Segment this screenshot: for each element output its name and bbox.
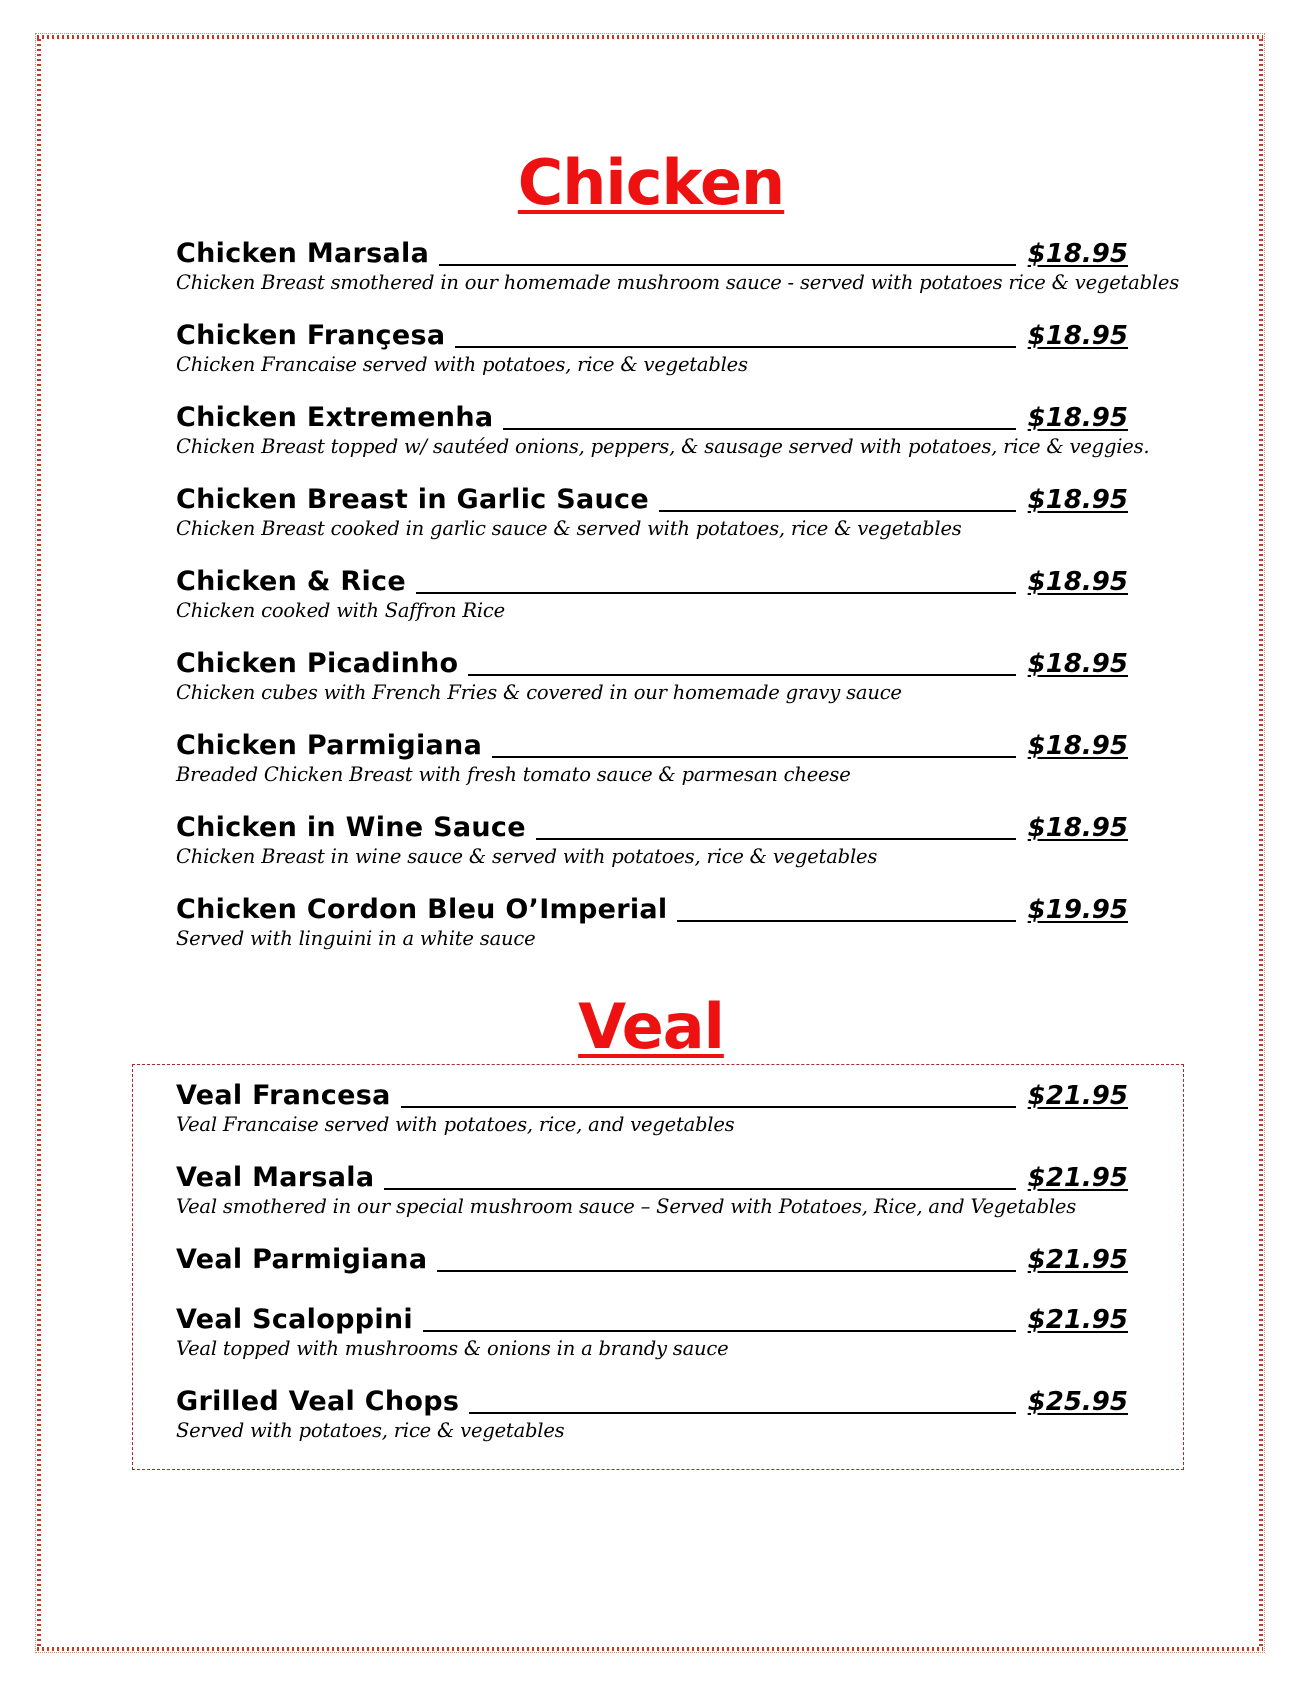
item-name: Veal Parmigiana	[176, 1244, 428, 1275]
dotted-leader	[677, 920, 1015, 922]
item-name: Grilled Veal Chops	[176, 1386, 460, 1417]
item-name: Chicken Cordon Bleu O’Imperial	[176, 894, 668, 925]
item-price: $18.95	[1027, 813, 1128, 843]
item-name: Chicken Breast in Garlic Sauce	[176, 484, 649, 515]
item-name: Chicken Parmigiana	[176, 730, 483, 761]
dotted-leader	[439, 264, 1016, 266]
item-price: $18.95	[1027, 239, 1128, 269]
item-description: Chicken cubes with French Fries & covered in our homemade gravy sauce	[176, 681, 902, 704]
item-name: Veal Marsala	[176, 1162, 375, 1193]
item-name: Chicken Marsala	[176, 238, 430, 269]
item-name: Chicken in Wine Sauce	[176, 812, 526, 843]
item-description: Veal Francaise served with potatoes, rice, and vegetables	[176, 1113, 735, 1136]
item-price: $18.95	[1027, 567, 1128, 597]
menu-item	[176, 1384, 1128, 1444]
item-description: Served with linguini in a white sauce	[176, 927, 536, 950]
item-name: Veal Scaloppini	[176, 1304, 413, 1335]
menu-item	[176, 1302, 1128, 1362]
item-price: $18.95	[1027, 731, 1128, 761]
menu-item	[176, 564, 1128, 624]
item-price: $21.95	[1027, 1305, 1128, 1335]
dotted-leader	[455, 346, 1015, 348]
menu-item	[176, 482, 1128, 542]
item-price: $18.95	[1027, 403, 1128, 433]
item-description: Chicken Breast cooked in garlic sauce & served with potatoes, rice & vegetables	[176, 517, 962, 540]
item-description: Veal smothered in our special mushroom sauce – Served with Potatoes, Rice, and Vegetables	[176, 1195, 1077, 1218]
item-description: Chicken Breast topped w/ sautéed onions, peppers, & sausage served with potatoes, rice & veggies.	[176, 435, 1150, 458]
item-name: Chicken Extremenha	[176, 402, 494, 433]
item-name: Chicken Françesa	[176, 320, 446, 351]
dotted-leader	[468, 674, 1015, 676]
item-description: Chicken Francaise served with potatoes, rice & vegetables	[176, 353, 748, 376]
item-price: $21.95	[1027, 1163, 1128, 1193]
dotted-leader	[384, 1188, 1015, 1190]
dotted-leader	[437, 1270, 1015, 1272]
item-description: Veal topped with mushrooms & onions in a brandy sauce	[176, 1337, 729, 1360]
dotted-leader	[401, 1106, 1016, 1108]
dotted-leader	[503, 428, 1015, 430]
menu-item	[176, 1160, 1128, 1220]
item-description: Breaded Chicken Breast with fresh tomato sauce & parmesan cheese	[176, 763, 851, 786]
item-description: Chicken cooked with Saffron Rice	[176, 599, 505, 622]
menu-item	[176, 236, 1180, 296]
item-description: Chicken Breast in wine sauce & served with potatoes, rice & vegetables	[176, 845, 878, 868]
item-name: Chicken Picadinho	[176, 648, 459, 679]
dotted-leader	[416, 592, 1016, 594]
menu-item	[176, 646, 1128, 706]
dotted-leader	[492, 756, 1016, 758]
item-description: Chicken Breast smothered in our homemade mushroom sauce - served with potatoes rice & vegetables	[176, 271, 1180, 294]
menu-item	[176, 1242, 1128, 1278]
item-price: $21.95	[1027, 1081, 1128, 1111]
item-price: $18.95	[1027, 649, 1128, 679]
menu-item	[176, 318, 1128, 378]
menu-item	[176, 728, 1128, 788]
menu-item	[176, 810, 1128, 870]
menu-item	[176, 1078, 1128, 1138]
item-price: $19.95	[1027, 895, 1128, 925]
item-price: $21.95	[1027, 1245, 1128, 1275]
item-name: Veal Francesa	[176, 1080, 391, 1111]
menu-item	[176, 892, 1128, 952]
chicken-section-title: Chicken	[517, 146, 785, 219]
item-price: $25.95	[1027, 1387, 1128, 1417]
item-name: Chicken & Rice	[176, 566, 406, 597]
dotted-leader	[536, 838, 1016, 840]
item-description: Served with potatoes, rice & vegetables	[176, 1419, 565, 1442]
item-price: $18.95	[1027, 485, 1128, 515]
dotted-leader	[423, 1330, 1016, 1332]
dotted-leader	[659, 510, 1016, 512]
menu-item	[176, 400, 1150, 460]
item-price: $18.95	[1027, 321, 1128, 351]
dotted-leader	[469, 1412, 1015, 1414]
veal-section-title: Veal	[578, 990, 724, 1063]
